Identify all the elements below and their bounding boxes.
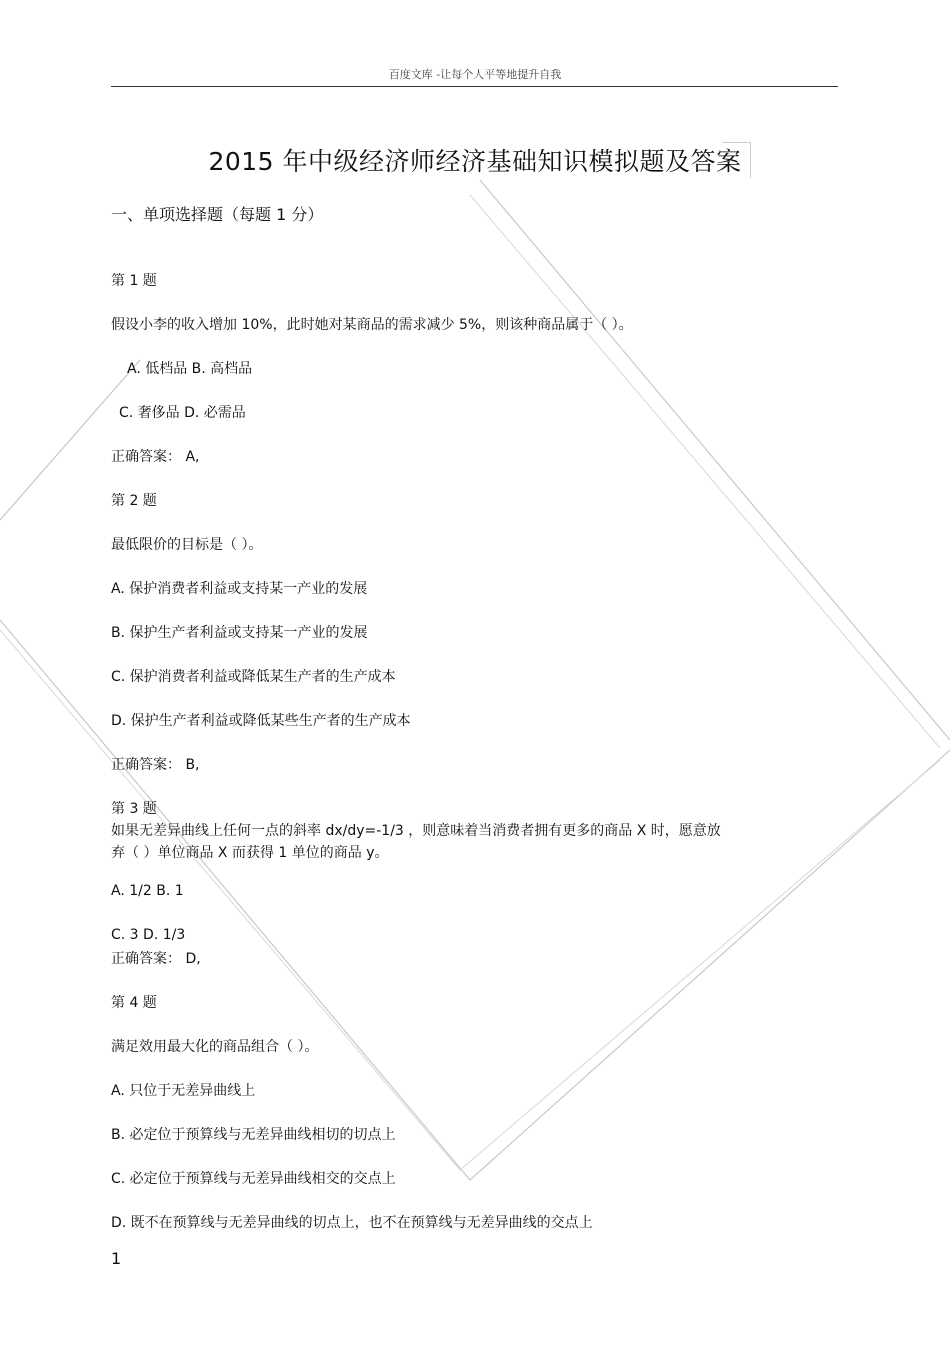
q2-option-b: B. 保护生产者利益或支持某一产业的发展 (111, 625, 368, 641)
q2-option-c: C. 保护消费者利益或降低某生产者的生产成本 (111, 669, 396, 685)
q1-answer: 正确答案： A, (111, 449, 200, 465)
q4-option-a: A. 只位于无差异曲线上 (111, 1083, 256, 1099)
page-number: 1 (111, 1249, 122, 1268)
header-divider (111, 86, 838, 87)
q2-option-d: D. 保护生产者利益或降低某些生产者的生产成本 (111, 713, 411, 729)
q1-options-ab: A. 低档品 B. 高档品 (127, 361, 253, 377)
q4-option-d: D. 既不在预算线与无差异曲线的切点上，也不在预算线与无差异曲线的交点上 (111, 1215, 593, 1231)
title-corner-mark-top (722, 142, 750, 143)
q3-stem-line1: 如果无差异曲线上任何一点的斜率 dx/dy=-1/3 ，则意味着当消费者拥有更多的商品 X 时，愿意放 (111, 823, 721, 839)
q4-stem: 满足效用最大化的商品组合（ ）。 (111, 1039, 319, 1055)
q1-stem: 假设小李的收入增加 10%，此时她对某商品的需求减少 5%，则该种商品属于（ ）。 (111, 317, 633, 333)
q1-options-cd: C. 奢侈品 D. 必需品 (119, 405, 246, 421)
q3-label: 第 3 题 (111, 801, 157, 817)
q4-label: 第 4 题 (111, 995, 157, 1011)
q4-option-c: C. 必定位于预算线与无差异曲线相交的交点上 (111, 1171, 396, 1187)
section-heading: 一、单项选择题（每题 1 分） (111, 205, 324, 224)
q3-answer: 正确答案： D, (111, 951, 201, 967)
q2-label: 第 2 题 (111, 493, 157, 509)
q3-stem-line2: 弃（ ）单位商品 X 而获得 1 单位的商品 y。 (111, 845, 389, 861)
q3-options-ab: A. 1/2 B. 1 (111, 883, 184, 899)
page-header: 百度文库 -让每个人平等地提升自我 (388, 68, 562, 81)
q3-options-cd: C. 3 D. 1/3 (111, 927, 186, 943)
q2-option-a: A. 保护消费者利益或支持某一产业的发展 (111, 581, 368, 597)
q2-answer: 正确答案： B, (111, 757, 200, 773)
q2-stem: 最低限价的目标是（ ）。 (111, 537, 263, 553)
q4-option-b: B. 必定位于预算线与无差异曲线相切的切点上 (111, 1127, 396, 1143)
document-title: 2015 年中级经济师经济基础知识模拟题及答案 (208, 147, 742, 176)
q1-label: 第 1 题 (111, 273, 157, 289)
title-corner-mark (750, 142, 751, 178)
